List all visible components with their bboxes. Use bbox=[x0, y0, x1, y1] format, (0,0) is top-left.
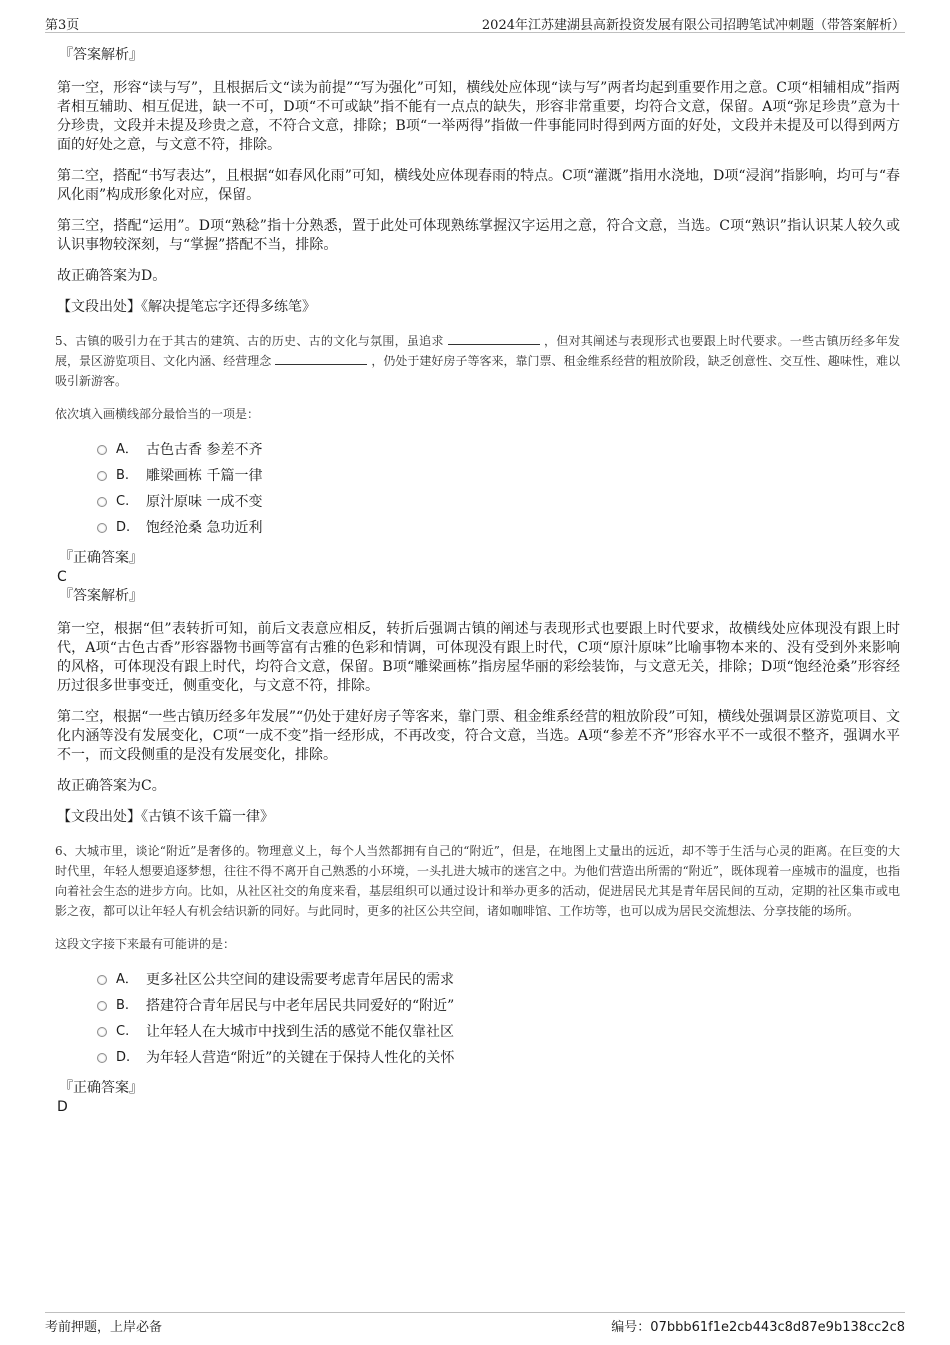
radio-icon[interactable] bbox=[97, 523, 107, 533]
option-b[interactable]: B. 雕梁画栋 千篇一律 bbox=[97, 463, 900, 489]
radio-icon[interactable] bbox=[97, 471, 107, 481]
correct-answer-label: 『正确答案』 bbox=[59, 550, 143, 566]
fill-blank bbox=[448, 331, 540, 345]
question-5-stem: 5、古镇的吸引力在于其古的建筑、古的历史、古的文化与氛围，虽追求 ，但对其阐述与表现形式也要跟上时代要求。一些古镇历经多年发展，景区游览项目、文化内涵、经营理念 ，仍处于建好房子等客来，靠门票、租金维系经营的粗放阶段，缺乏创意性、交互性、趣味性，难以吸引新游客。 bbox=[55, 331, 900, 391]
option-d[interactable]: D. 为年轻人营造“附近”的关键在于保持人性化的关怀 bbox=[97, 1045, 900, 1071]
radio-icon[interactable] bbox=[97, 1027, 107, 1037]
analysis-paragraph: 第二空，搭配“书写表达”，且根据“如春风化雨”可知，横线处应体现春雨的特点。C项“灌溉”指用水浇地，D项“浸润”指影响，均可与“春风化雨”构成形象化对应，保留。 bbox=[57, 168, 900, 203]
question-6-stem: 6、大城市里，谈论“附近”是奢侈的。物理意义上，每个人当然都拥有自己的“附近”，但是，在地图上丈量出的远近，却不等于生活与心灵的距离。在巨变的大时代里，年轻人想要追逐梦想，往往不得不离开自己熟悉的小环境，一头扎进大城市的迷宫之中。为他们营造出所需的“附近”，既体现着一座城市的温度，也指向着社会生态的进步方向。比如，从社区社交的角度来看，基层组织可以通过设计和举办更多的活动，促进居民尤其是青年居民间的互动，定期的社区集市或电影之夜，都可以让年轻人有机会结识新的同好。与此同时，更多的社区公共空间，诸如咖啡馆、工作坊等，也可以成为居民交流想法、分享技能的场所。 bbox=[55, 844, 900, 918]
question-6-options bbox=[55, 967, 900, 1071]
source-citation: 【文段出处】《古镇不该千篇一律》 bbox=[57, 809, 274, 825]
document-id: 编号：07bbb61f1e2cb443c8d87e9b138cc2c8 bbox=[611, 1320, 905, 1335]
radio-icon[interactable] bbox=[97, 1001, 107, 1011]
radio-icon[interactable] bbox=[97, 497, 107, 507]
option-a[interactable]: A． 更多社区公共空间的建设需要考虑青年居民的需求 bbox=[97, 967, 900, 993]
page-footer bbox=[45, 1312, 905, 1335]
analysis-conclusion: 故正确答案为C。 bbox=[57, 778, 166, 794]
radio-icon[interactable] bbox=[97, 1053, 107, 1063]
analysis-paragraph: 第二空，根据“一些古镇历经多年发展”“仍处于建好房子等客来，靠门票、租金维系经营的粗放阶段”可知，横线处强调景区游览项目、文化内涵等没有发展变化，C项“一成不变”指一经形成，不再改变，符合文意，当选。A项“参差不齐”形容水平不一或很不整齐，强调水平不一，而文段侧重的是没有发展变化，排除。 bbox=[57, 709, 900, 763]
analysis-paragraph: 第一空，根据“但”表转折可知，前后文表意应相反，转折后强调古镇的阐述与表现形式也要跟上时代要求，故横线处应体现没有跟上时代，A项“古色古香”形容器物书画等富有古雅的色彩和情调，可体现没有跟上时代，C项“原汁原味”比喻事物本来的、没有受到外来影响的风格，可体现没有跟上时代，均符合文意，保留。B项“雕梁画栋”指房屋华丽的彩绘装饰，与文意无关，排除；D项“饱经沧桑”形容经历过很多世事变迁，侧重变化，与文意不符，排除。 bbox=[57, 621, 900, 694]
footer-slogan: 考前押题，上岸必备 bbox=[45, 1320, 163, 1335]
analysis-label: 『答案解析』 bbox=[59, 47, 143, 63]
page-number: 第3页 bbox=[45, 18, 80, 33]
option-b[interactable]: B. 搭建符合青年居民与中老年居民共同爱好的“附近” bbox=[97, 993, 900, 1019]
radio-icon[interactable] bbox=[97, 445, 107, 455]
correct-answer: C bbox=[57, 569, 67, 585]
option-c[interactable]: C. 让年轻人在大城市中找到生活的感觉不能仅靠社区 bbox=[97, 1019, 900, 1045]
option-d[interactable]: D. 饱经沧桑 急功近利 bbox=[97, 515, 900, 541]
source-citation: 【文段出处】《解决提笔忘字还得多练笔》 bbox=[57, 299, 316, 315]
analysis-paragraph: 第一空，形容“读与写”，且根据后文“读为前提”“写为强化”可知，横线处应体现“读与写”两者均起到重要作用之意。C项“相辅相成”指两者相互辅助、相互促进，缺一不可，D项“不可或缺”指不能有一点点的缺失，形容非常重要，均符合文意，保留。A项“弥足珍贵”意为十分珍贵，文段并未提及珍贵之意，不符合文意，排除；B项“一举两得”指做一件事能同时得到两方面的好处，文段并未提及可以得到两方面的好处之意，与文意不符，排除。 bbox=[57, 80, 900, 153]
correct-answer-label: 『正确答案』 bbox=[59, 1080, 143, 1096]
radio-icon[interactable] bbox=[97, 975, 107, 985]
page-header bbox=[45, 12, 905, 33]
question-6-prompt: 这段文字接下来最有可能讲的是： bbox=[55, 937, 236, 951]
analysis-paragraph: 第三空，搭配“运用”。D项“熟稔”指十分熟悉，置于此处可体现熟练掌握汉字运用之意，符合文意，当选。C项“熟识”指认识某人较久或认识事物较深刻，与“掌握”搭配不当，排除。 bbox=[57, 218, 900, 253]
analysis-label: 『答案解析』 bbox=[59, 588, 143, 604]
question-5-prompt: 依次填入画横线部分最恰当的一项是： bbox=[55, 407, 260, 421]
option-c[interactable]: C. 原汁原味 一成不变 bbox=[97, 489, 900, 515]
option-a[interactable]: A． 古色古香 参差不齐 bbox=[97, 437, 900, 463]
question-5-options bbox=[55, 437, 900, 541]
correct-answer: D bbox=[57, 1099, 68, 1115]
analysis-conclusion: 故正确答案为D。 bbox=[57, 268, 167, 284]
document-body bbox=[55, 46, 900, 1117]
fill-blank bbox=[275, 351, 367, 365]
document-title: 2024年江苏建湖县高新投资发展有限公司招聘笔试冲刺题（带答案解析） bbox=[481, 18, 905, 33]
